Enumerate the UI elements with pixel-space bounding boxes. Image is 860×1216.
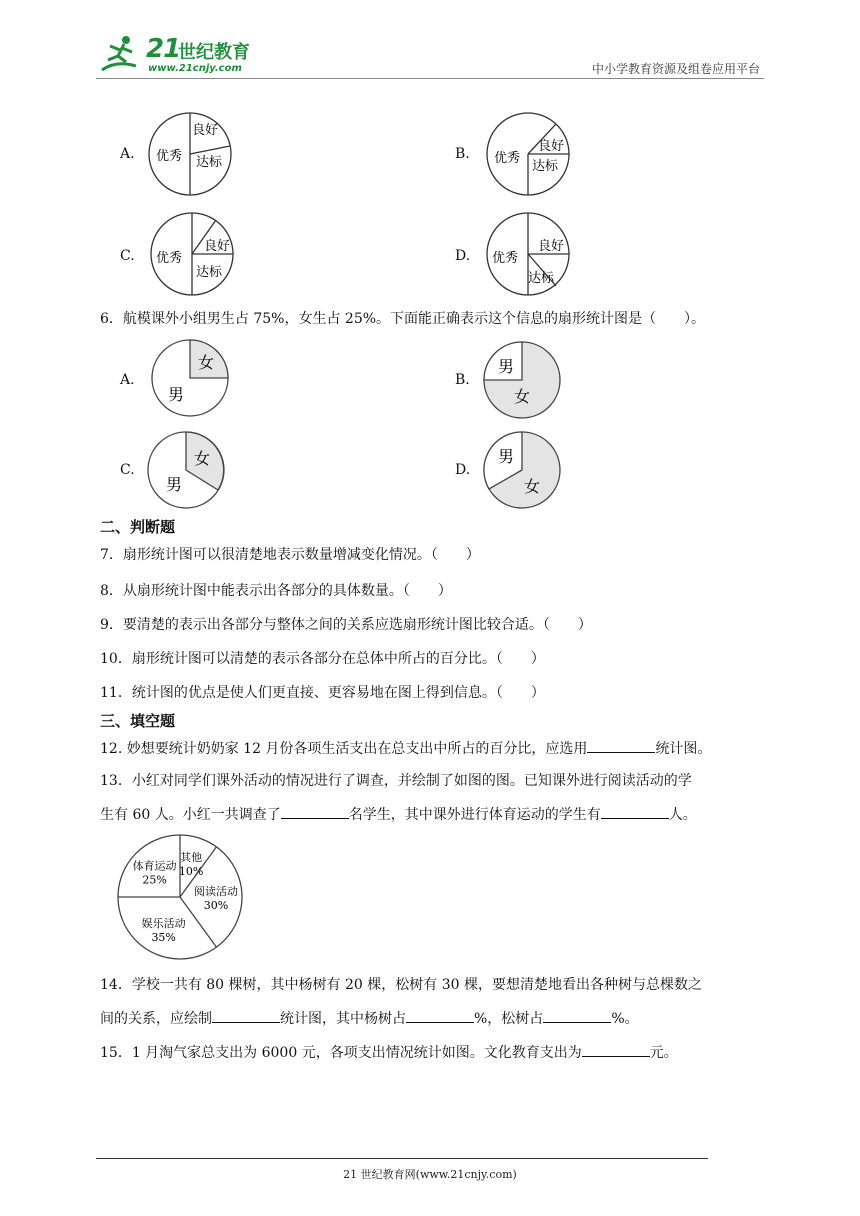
q6-option-a-letter: A. bbox=[120, 372, 135, 388]
q14-line1: 14．学校一共有 80 棵树，其中杨树有 20 棵，松树有 30 棵，要想清楚地看出各种树与总棵数之 bbox=[100, 977, 702, 993]
q6-option-a-pie bbox=[150, 338, 232, 420]
q15-text-b: 元。 bbox=[649, 1045, 678, 1061]
pie-category-label: 娱乐活动 bbox=[141, 917, 186, 931]
q13-line1: 13．小红对同学们课外活动的情况进行了调查，并绘制了如图的图。已知课外进行阅读活动的学 bbox=[100, 773, 692, 789]
label-lianghao: 良好 bbox=[538, 139, 565, 154]
q15-text-a: 15．1 月淘气家总支出为 6000 元，各项支出情况统计如图。文化教育支出为 bbox=[100, 1045, 582, 1061]
q13-text-b: 名学生，其中课外进行体育运动的学生有 bbox=[348, 807, 601, 823]
q14-text-d: %。 bbox=[611, 1011, 639, 1027]
label-female: 女 bbox=[194, 449, 211, 468]
q6-option-b-letter: B. bbox=[455, 372, 470, 388]
pie-value-label: 10% bbox=[178, 864, 204, 878]
label-youxiu: 优秀 bbox=[156, 251, 183, 266]
label-youxiu: 优秀 bbox=[156, 149, 183, 164]
pie-value-label: 35% bbox=[151, 931, 176, 945]
label-dabiao: 达标 bbox=[196, 155, 223, 170]
q12-text bbox=[100, 738, 711, 758]
q14-text-a: 间的关系，应绘制 bbox=[100, 1011, 212, 1027]
q11-text: 11．统计图的优点是使人们更直接、更容易地在图上得到信息。（ ） bbox=[100, 685, 545, 701]
runner-icon bbox=[96, 32, 146, 78]
q6-option-c-pie bbox=[146, 430, 228, 512]
logo-number: 21 bbox=[146, 34, 181, 64]
label-lianghao: 良好 bbox=[192, 123, 219, 138]
q6-option-d-pie bbox=[482, 430, 564, 512]
q8-text: 8．从扇形统计图中能表示出各部分的具体数量。（ ） bbox=[100, 583, 452, 599]
logo-title: 世纪教育 bbox=[178, 42, 250, 63]
label-male: 男 bbox=[166, 475, 183, 494]
q6-option-d-letter: D. bbox=[455, 462, 471, 478]
label-female: 女 bbox=[514, 387, 531, 406]
label-male: 男 bbox=[168, 385, 185, 404]
q13-line2 bbox=[100, 804, 697, 824]
q14-blank-2[interactable] bbox=[406, 1008, 474, 1023]
q14-blank-1[interactable] bbox=[212, 1008, 280, 1023]
q13-text-a: 生有 60 人。小红一共调查了 bbox=[100, 807, 281, 823]
pie-value-label: 25% bbox=[142, 873, 167, 887]
q5-option-a-pie bbox=[148, 110, 238, 200]
q5-option-c-letter: C. bbox=[120, 248, 135, 264]
label-male: 男 bbox=[498, 357, 515, 376]
q15-blank[interactable] bbox=[582, 1042, 650, 1057]
section-judgement-title: 二、判断题 bbox=[100, 518, 176, 536]
footer-text: 21 世纪教育网(www.21cnjy.com) bbox=[343, 1168, 517, 1181]
pie-category-label: 体育运动 bbox=[132, 859, 177, 873]
label-dabiao: 达标 bbox=[196, 265, 223, 280]
q14-text-b: 统计图，其中杨树占 bbox=[280, 1011, 406, 1027]
q12-blank[interactable] bbox=[587, 738, 655, 753]
q5-option-b-pie bbox=[484, 110, 574, 200]
label-lianghao: 良好 bbox=[204, 239, 231, 254]
q6-option-c-letter: C. bbox=[120, 462, 135, 478]
q13-blank-1[interactable] bbox=[281, 804, 349, 819]
q5-option-a-letter: A. bbox=[120, 146, 135, 162]
q6-option-b-pie bbox=[482, 340, 564, 422]
q13-text-c: 人。 bbox=[668, 807, 697, 823]
q5-option-d-pie bbox=[484, 210, 574, 300]
label-female: 女 bbox=[198, 353, 215, 372]
q6-text: 6．航模课外小组男生占 75%，女生占 25%。下面能正确表示这个信息的扇形统计图是（ ）。 bbox=[100, 311, 706, 327]
pie-value-label: 30% bbox=[203, 899, 229, 912]
label-lianghao: 良好 bbox=[538, 239, 565, 254]
q9-text: 9．要清楚的表示出各部分与整体之间的关系应选扇形统计图比较合适。（ ） bbox=[100, 617, 592, 633]
label-female: 女 bbox=[524, 477, 541, 496]
q12-text-b: 统计图。 bbox=[655, 741, 712, 757]
q14-line2 bbox=[100, 1008, 639, 1028]
footer-divider bbox=[96, 1158, 708, 1159]
header-tagline: 中小学教育资源及组卷应用平台 bbox=[591, 62, 760, 76]
header-divider bbox=[96, 78, 764, 79]
q14-blank-3[interactable] bbox=[543, 1008, 611, 1023]
q13-blank-2[interactable] bbox=[601, 804, 669, 819]
label-youxiu: 优秀 bbox=[492, 251, 519, 266]
q10-text: 10．扇形统计图可以清楚的表示各部分在总体中所占的百分比。（ ） bbox=[100, 651, 545, 667]
label-dabiao: 达标 bbox=[532, 159, 559, 174]
pie-category-label: 阅读活动 bbox=[193, 885, 238, 898]
q5-option-c-pie bbox=[148, 210, 238, 300]
label-male: 男 bbox=[498, 447, 515, 466]
q7-text: 7．扇形统计图可以很清楚地表示数量增减变化情况。（ ） bbox=[100, 547, 480, 563]
q12-text-a: 12. 妙想要统计奶奶家 12 月份各项生活支出在总支出中所占的百分比，应选用 bbox=[100, 741, 588, 757]
q5-option-d-letter: D. bbox=[455, 248, 471, 264]
logo-url: www.21cnjy.com bbox=[148, 63, 242, 74]
q14-text-c: %，松树占 bbox=[474, 1011, 544, 1027]
label-youxiu: 优秀 bbox=[494, 151, 521, 166]
label-dabiao: 达标 bbox=[528, 271, 555, 286]
q5-option-b-letter: B. bbox=[455, 146, 470, 162]
pie-group bbox=[118, 835, 242, 959]
pie-category-label: 其他 bbox=[180, 850, 203, 864]
section-fill-title: 三、填空题 bbox=[100, 712, 176, 730]
q13-pie-chart bbox=[116, 832, 250, 962]
q15-text bbox=[100, 1042, 678, 1062]
